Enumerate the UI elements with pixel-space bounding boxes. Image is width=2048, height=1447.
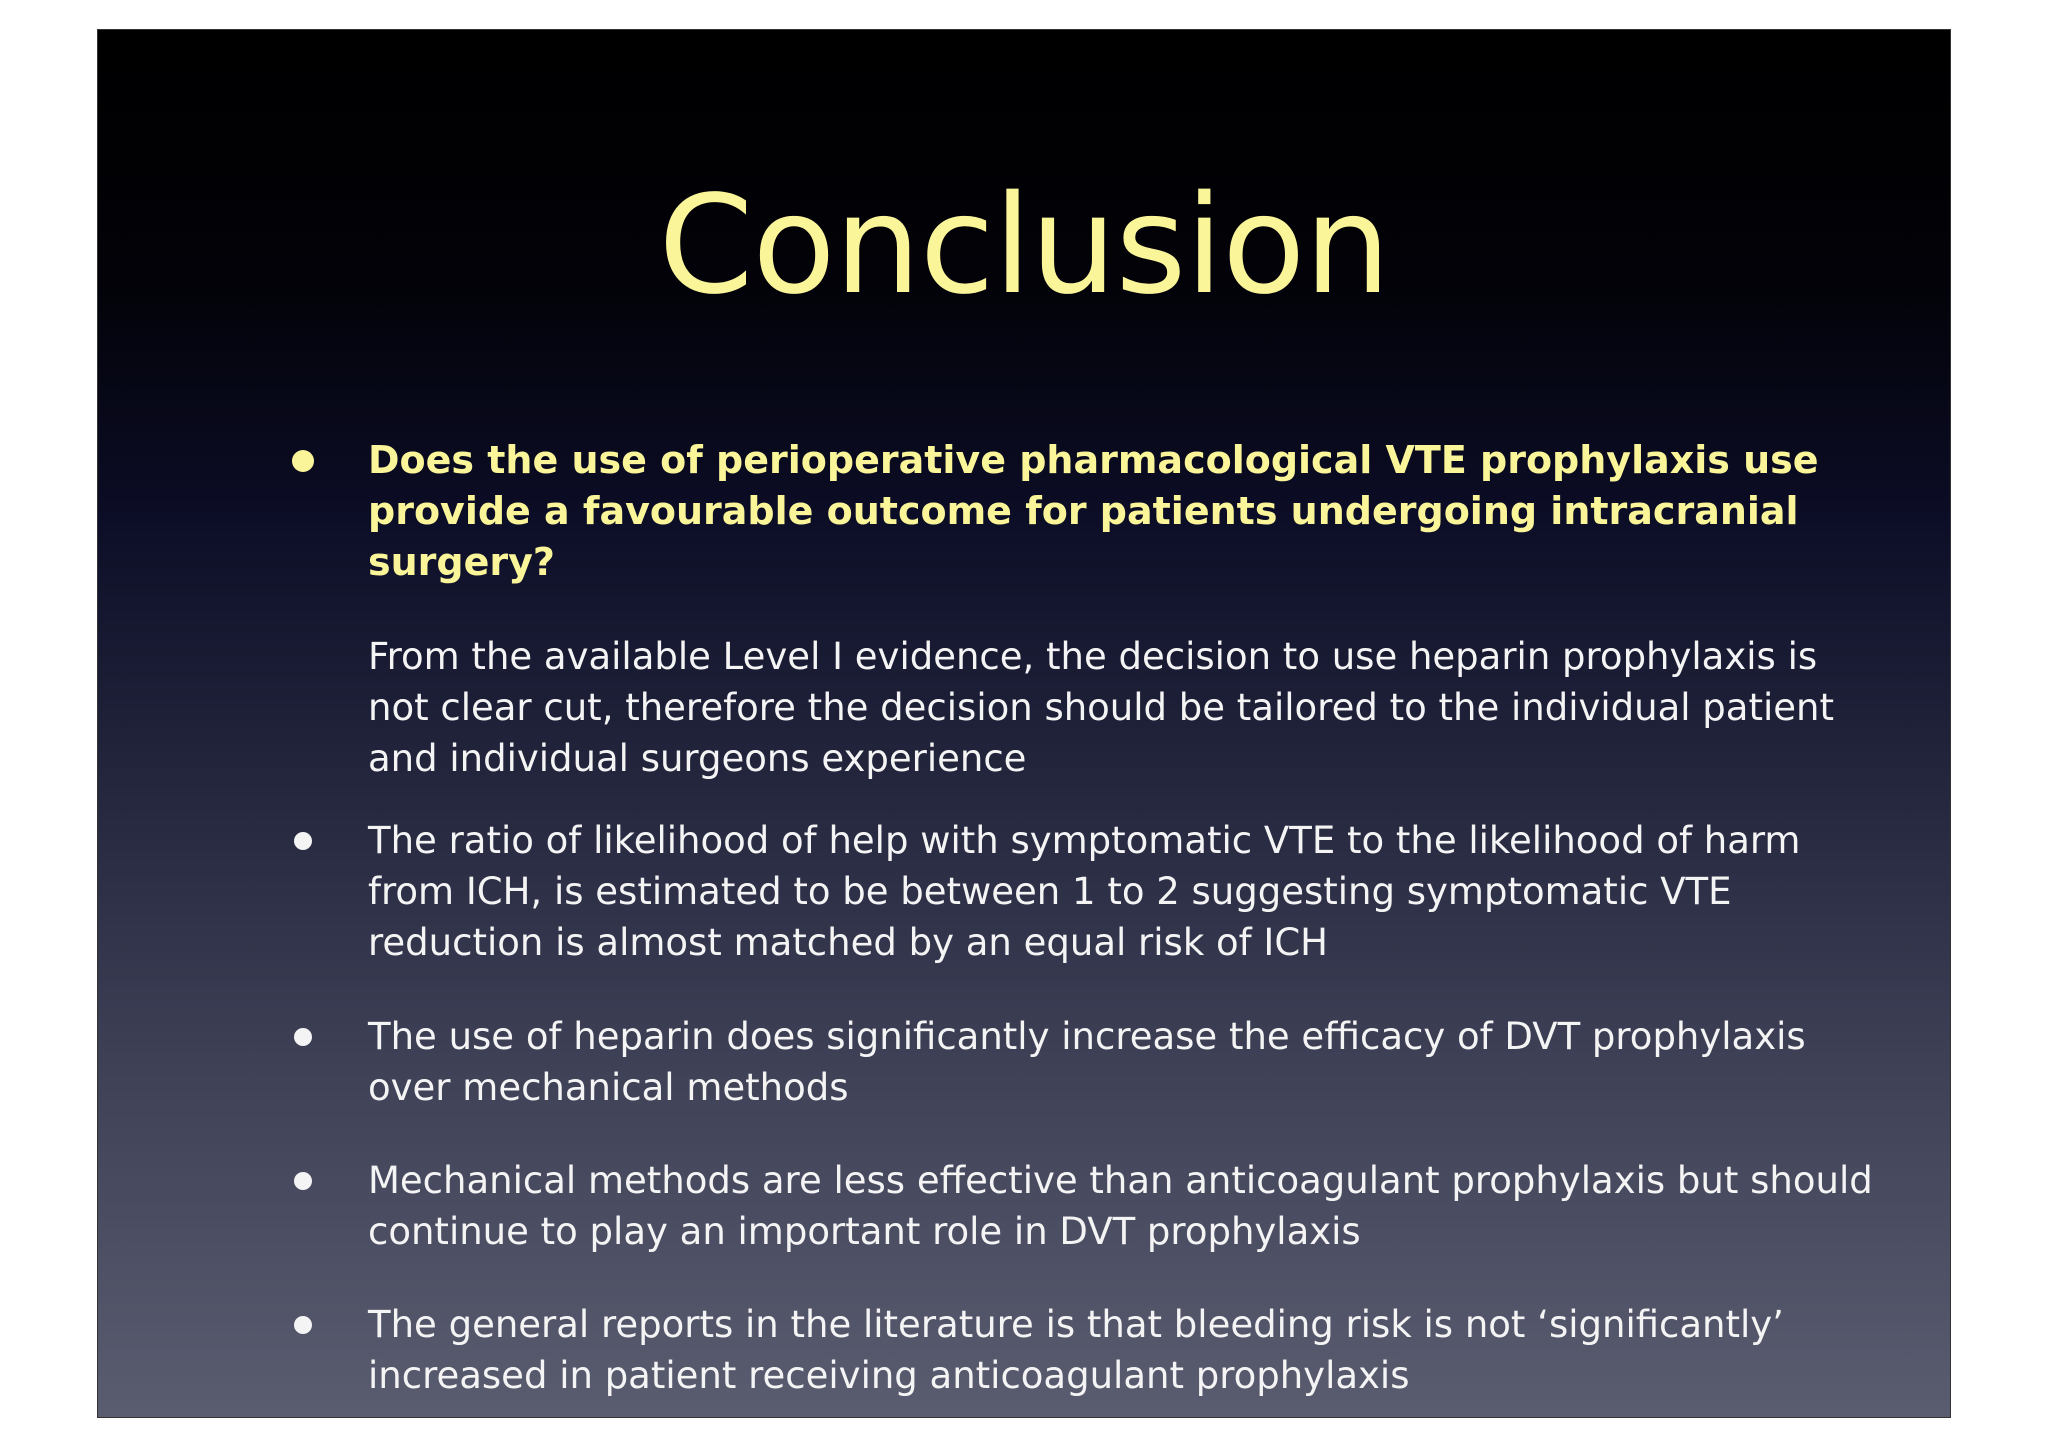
bullet-list bbox=[98, 30, 1950, 1417]
slide bbox=[97, 29, 1951, 1418]
slide-title: Conclusion bbox=[658, 167, 1390, 325]
bullet-item-question bbox=[368, 435, 1888, 588]
bullet-text: The general reports in the literature is that bleeding risk is not ‘significantly’ increased in patient receiving anticoagulant prophylaxis bbox=[368, 1303, 1784, 1397]
bullet-dot-icon bbox=[294, 832, 312, 850]
bullet-dot-icon bbox=[294, 1172, 312, 1190]
bullet-item bbox=[368, 1299, 1888, 1401]
bullet-dot-icon bbox=[294, 1028, 312, 1046]
bullet-text: The ratio of likelihood of help with symptomatic VTE to the likelihood of harm from ICH, is estimated to be between 1 to 2 suggesting symptomatic VTE reduction is almost matched by an equal risk of ICH bbox=[368, 819, 1801, 964]
answer-paragraph: From the available Level I evidence, the decision to use heparin prophylaxis is not clear cut, therefore the decision should be tailored to the individual patient and individual surgeons experience bbox=[368, 635, 1834, 780]
bullet-dot-icon bbox=[294, 1316, 312, 1334]
bullet-item bbox=[368, 1155, 1888, 1257]
bullet-item bbox=[368, 1011, 1888, 1113]
bullet-text: Mechanical methods are less effective than anticoagulant prophylaxis but should continue to play an important role in DVT prophylaxis bbox=[368, 1159, 1873, 1253]
bullet-item bbox=[368, 815, 1888, 968]
question-text: Does the use of perioperative pharmacological VTE prophylaxis use provide a favourable outcome for patients undergoing intracranial surgery? bbox=[368, 438, 1819, 584]
bullet-dot-icon bbox=[292, 450, 314, 472]
bullet-text: The use of heparin does significantly increase the efficacy of DVT prophylaxis over mechanical methods bbox=[368, 1015, 1806, 1109]
